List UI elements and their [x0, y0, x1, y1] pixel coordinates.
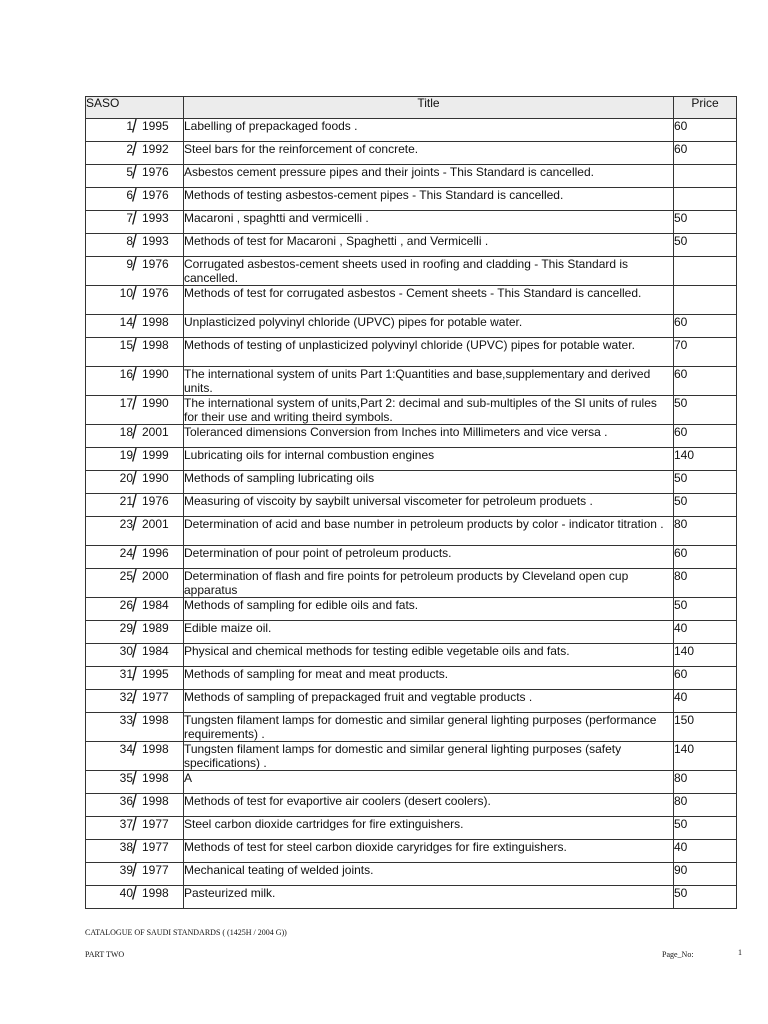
saso-year: 1995 [142, 667, 169, 681]
table-row [86, 367, 737, 396]
slash-separator: / [132, 514, 137, 535]
catalogue-footer: CATALOGUE OF SAUDI STANDARDS ( (1425H / 2004 G)) [85, 928, 287, 937]
standards-table [85, 96, 737, 909]
saso-number: 16 [119, 367, 133, 381]
saso-number: 6 [126, 188, 133, 202]
saso-number: 15 [119, 338, 133, 352]
table-row [86, 142, 737, 165]
slash-separator: / [132, 162, 137, 183]
table-row [86, 621, 737, 644]
title-cell: Edible maize oil. [184, 621, 674, 644]
table-row [86, 863, 737, 886]
saso-year: 1976 [142, 188, 169, 202]
saso-cell [86, 422, 184, 448]
saso-number: 14 [119, 315, 133, 329]
saso-year: 1990 [142, 396, 169, 410]
title-cell: Methods of sampling lubricating oils [184, 471, 674, 494]
saso-cell [86, 445, 184, 471]
saso-number: 24 [119, 546, 133, 560]
saso-number: 9 [126, 257, 133, 271]
slash-separator: / [132, 116, 137, 137]
saso-year: 1993 [142, 211, 169, 225]
table-row [86, 211, 737, 234]
title-cell: Measuring of viscoity by saybilt universal viscometer for petroleum produets . [184, 494, 674, 517]
table-row [86, 794, 737, 817]
table-row [86, 517, 737, 546]
part-label: PART TWO [85, 950, 125, 959]
table-row [86, 546, 737, 569]
slash-separator: / [132, 883, 137, 904]
saso-number: 30 [119, 644, 133, 658]
price-cell: 70 [674, 338, 737, 367]
saso-number: 33 [119, 713, 133, 727]
table-row [86, 286, 737, 315]
title-cell: Mechanical teating of welded joints. [184, 863, 674, 886]
saso-cell [86, 393, 184, 425]
slash-separator: / [132, 393, 137, 414]
saso-cell [86, 162, 184, 188]
slash-separator: / [132, 335, 137, 356]
slash-separator: / [132, 618, 137, 639]
saso-cell [86, 231, 184, 257]
saso-number: 23 [119, 517, 133, 531]
slash-separator: / [132, 543, 137, 564]
slash-separator: / [132, 283, 137, 304]
table-row [86, 569, 737, 598]
saso-number: 36 [119, 794, 133, 808]
title-cell: Determination of acid and base number in petroleum products by color - indicator titration . [184, 517, 674, 546]
saso-number: 26 [119, 598, 133, 612]
title-cell: Lubricating oils for internal combustion engines [184, 448, 674, 471]
price-cell: 50 [674, 396, 737, 425]
slash-separator: / [132, 445, 137, 466]
price-cell: 140 [674, 448, 737, 471]
title-cell: Tungsten filament lamps for domestic and similar general lighting purposes (safety specifications) . [184, 742, 674, 771]
saso-cell [86, 185, 184, 211]
saso-number: 8 [126, 234, 133, 248]
price-cell: 60 [674, 119, 737, 142]
price-cell: 150 [674, 713, 737, 742]
saso-year: 1977 [142, 817, 169, 831]
saso-cell [86, 312, 184, 338]
saso-year: 1998 [142, 713, 169, 727]
saso-number: 7 [126, 211, 133, 225]
price-cell: 50 [674, 234, 737, 257]
price-cell: 50 [674, 494, 737, 517]
slash-separator: / [132, 491, 137, 512]
price-cell: 40 [674, 840, 737, 863]
title-cell: Determination of pour point of petroleum products. [184, 546, 674, 569]
saso-cell [86, 768, 184, 794]
saso-year: 1977 [142, 690, 169, 704]
table-row [86, 771, 737, 794]
price-cell: 60 [674, 315, 737, 338]
price-cell: 40 [674, 690, 737, 713]
title-cell: Methods of test for steel carbon dioxide caryridges for fire extinguishers. [184, 840, 674, 863]
table-row [86, 644, 737, 667]
slash-separator: / [132, 860, 137, 881]
table-row [86, 886, 737, 909]
slash-separator: / [132, 566, 137, 587]
saso-year: 1990 [142, 471, 169, 485]
slash-separator: / [132, 468, 137, 489]
saso-cell [86, 116, 184, 142]
price-cell [674, 165, 737, 188]
saso-number: 35 [119, 771, 133, 785]
saso-cell [86, 814, 184, 840]
saso-year: 1984 [142, 598, 169, 612]
title-cell: The international system of units,Part 2: decimal and sub-multiples of the SI units of rules for their use and writing theird symbols. [184, 396, 674, 425]
price-cell: 60 [674, 425, 737, 448]
price-cell: 50 [674, 598, 737, 621]
saso-number: 18 [119, 425, 133, 439]
title-cell: Physical and chemical methods for testing edible vegetable oils and fats. [184, 644, 674, 667]
table-row [86, 713, 737, 742]
price-cell: 50 [674, 886, 737, 909]
table-row [86, 494, 737, 517]
saso-year: 1976 [142, 257, 169, 271]
saso-number: 29 [119, 621, 133, 635]
table-body [86, 116, 737, 909]
title-cell: Steel bars for the reinforcement of concrete. [184, 142, 674, 165]
slash-separator: / [132, 208, 137, 229]
slash-separator: / [132, 364, 137, 385]
saso-year: 1996 [142, 546, 169, 560]
price-cell: 80 [674, 517, 737, 546]
saso-cell [86, 860, 184, 886]
title-cell: A [184, 771, 674, 794]
saso-year: 1998 [142, 886, 169, 900]
table-row [86, 188, 737, 211]
saso-number: 21 [119, 494, 133, 508]
header-saso: SASO [86, 97, 184, 119]
saso-cell [86, 139, 184, 165]
table-row [86, 119, 737, 142]
saso-year: 1977 [142, 863, 169, 877]
table-row [86, 817, 737, 840]
saso-cell [86, 364, 184, 396]
saso-year: 2001 [142, 425, 169, 439]
title-cell: Methods of testing asbestos-cement pipes - This Standard is cancelled. [184, 188, 674, 211]
table-row [86, 338, 737, 367]
slash-separator: / [132, 312, 137, 333]
saso-cell [86, 566, 184, 598]
saso-cell [86, 791, 184, 817]
price-cell: 90 [674, 863, 737, 886]
table-row [86, 690, 737, 713]
header-title: Title [184, 97, 674, 119]
title-cell: The international system of units Part 1:Quantities and base,supplementary and derived units. [184, 367, 674, 396]
saso-year: 1998 [142, 742, 169, 756]
slash-separator: / [132, 185, 137, 206]
slash-separator: / [132, 710, 137, 731]
saso-number: 37 [119, 817, 133, 831]
saso-year: 1998 [142, 338, 169, 352]
saso-cell [86, 208, 184, 234]
saso-cell [86, 687, 184, 713]
header-row [86, 97, 737, 119]
slash-separator: / [132, 254, 137, 275]
price-cell [674, 188, 737, 211]
slash-separator: / [132, 422, 137, 443]
saso-number: 19 [119, 448, 133, 462]
saso-cell [86, 883, 184, 909]
saso-year: 2000 [142, 569, 169, 583]
saso-year: 1999 [142, 448, 169, 462]
table-row [86, 165, 737, 188]
saso-cell [86, 739, 184, 771]
saso-year: 1989 [142, 621, 169, 635]
saso-cell [86, 514, 184, 546]
title-cell: Macaroni , spaghtti and vermicelli . [184, 211, 674, 234]
price-cell: 80 [674, 794, 737, 817]
saso-cell [86, 710, 184, 742]
page-number-label: Page_No: [662, 950, 694, 959]
price-cell: 80 [674, 771, 737, 794]
price-cell: 60 [674, 367, 737, 396]
saso-number: 1 [126, 119, 133, 133]
table-row [86, 257, 737, 286]
title-cell: Labelling of prepackaged foods . [184, 119, 674, 142]
price-cell: 50 [674, 471, 737, 494]
table-row [86, 742, 737, 771]
table-row [86, 396, 737, 425]
slash-separator: / [132, 814, 137, 835]
saso-number: 32 [119, 690, 133, 704]
saso-number: 40 [119, 886, 133, 900]
price-cell: 40 [674, 621, 737, 644]
saso-cell [86, 335, 184, 367]
header-price: Price [674, 97, 737, 119]
slash-separator: / [132, 139, 137, 160]
price-cell [674, 286, 737, 315]
saso-number: 20 [119, 471, 133, 485]
slash-separator: / [132, 664, 137, 685]
price-cell: 60 [674, 142, 737, 165]
saso-number: 39 [119, 863, 133, 877]
saso-year: 1976 [142, 286, 169, 300]
title-cell: Methods of sampling of prepackaged fruit and vegtable products . [184, 690, 674, 713]
price-cell: 50 [674, 211, 737, 234]
table-row [86, 234, 737, 257]
saso-number: 31 [119, 667, 133, 681]
saso-cell [86, 641, 184, 667]
price-cell: 50 [674, 817, 737, 840]
title-cell: Methods of sampling for edible oils and fats. [184, 598, 674, 621]
saso-year: 1995 [142, 119, 169, 133]
table-row [86, 315, 737, 338]
slash-separator: / [132, 791, 137, 812]
slash-separator: / [132, 641, 137, 662]
price-cell: 60 [674, 667, 737, 690]
slash-separator: / [132, 231, 137, 252]
title-cell: Unplasticized polyvinyl chloride (UPVC) pipes for potable water. [184, 315, 674, 338]
price-cell: 140 [674, 644, 737, 667]
slash-separator: / [132, 739, 137, 760]
saso-year: 1976 [142, 494, 169, 508]
saso-year: 1977 [142, 840, 169, 854]
saso-cell [86, 468, 184, 494]
slash-separator: / [132, 687, 137, 708]
saso-year: 1976 [142, 165, 169, 179]
saso-year: 1992 [142, 142, 169, 156]
saso-cell [86, 254, 184, 286]
title-cell: Tungsten filament lamps for domestic and similar general lighting purposes (performance requirements) . [184, 713, 674, 742]
title-cell: Pasteurized milk. [184, 886, 674, 909]
saso-cell [86, 595, 184, 621]
saso-year: 1993 [142, 234, 169, 248]
title-cell: Determination of flash and fire points for petroleum products by Cleveland open cup apparatus [184, 569, 674, 598]
price-cell [674, 257, 737, 286]
saso-year: 1984 [142, 644, 169, 658]
title-cell: Asbestos cement pressure pipes and their joints - This Standard is cancelled. [184, 165, 674, 188]
saso-year: 1990 [142, 367, 169, 381]
saso-cell [86, 491, 184, 517]
saso-cell [86, 837, 184, 863]
saso-year: 2001 [142, 517, 169, 531]
title-cell: Steel carbon dioxide cartridges for fire extinguishers. [184, 817, 674, 840]
slash-separator: / [132, 768, 137, 789]
slash-separator: / [132, 837, 137, 858]
saso-cell [86, 543, 184, 569]
table-row [86, 840, 737, 863]
price-cell: 60 [674, 546, 737, 569]
table-row [86, 471, 737, 494]
title-cell: Methods of test for corrugated asbestos - Cement sheets - This Standard is cancelled. [184, 286, 674, 315]
saso-number: 25 [119, 569, 133, 583]
price-cell: 140 [674, 742, 737, 771]
saso-year: 1998 [142, 315, 169, 329]
title-cell: Toleranced dimensions Conversion from Inches into Millimeters and vice versa . [184, 425, 674, 448]
saso-cell [86, 664, 184, 690]
saso-year: 1998 [142, 794, 169, 808]
title-cell: Methods of testing of unplasticized polyvinyl chloride (UPVC) pipes for potable water. [184, 338, 674, 367]
page-number: 1 [738, 948, 742, 957]
saso-number: 5 [126, 165, 133, 179]
table-row [86, 425, 737, 448]
saso-cell [86, 283, 184, 315]
saso-number: 2 [126, 142, 133, 156]
title-cell: Corrugated asbestos-cement sheets used in roofing and cladding - This Standard is cancelled. [184, 257, 674, 286]
saso-year: 1998 [142, 771, 169, 785]
slash-separator: / [132, 595, 137, 616]
table-row [86, 598, 737, 621]
saso-number: 34 [119, 742, 133, 756]
table-row [86, 448, 737, 471]
saso-number: 17 [119, 396, 133, 410]
title-cell: Methods of test for Macaroni , Spaghetti , and Vermicelli . [184, 234, 674, 257]
price-cell: 80 [674, 569, 737, 598]
title-cell: Methods of sampling for meat and meat products. [184, 667, 674, 690]
saso-cell [86, 618, 184, 644]
title-cell: Methods of test for evaportive air coolers (desert coolers). [184, 794, 674, 817]
saso-number: 10 [119, 286, 133, 300]
saso-number: 38 [119, 840, 133, 854]
table-row [86, 667, 737, 690]
